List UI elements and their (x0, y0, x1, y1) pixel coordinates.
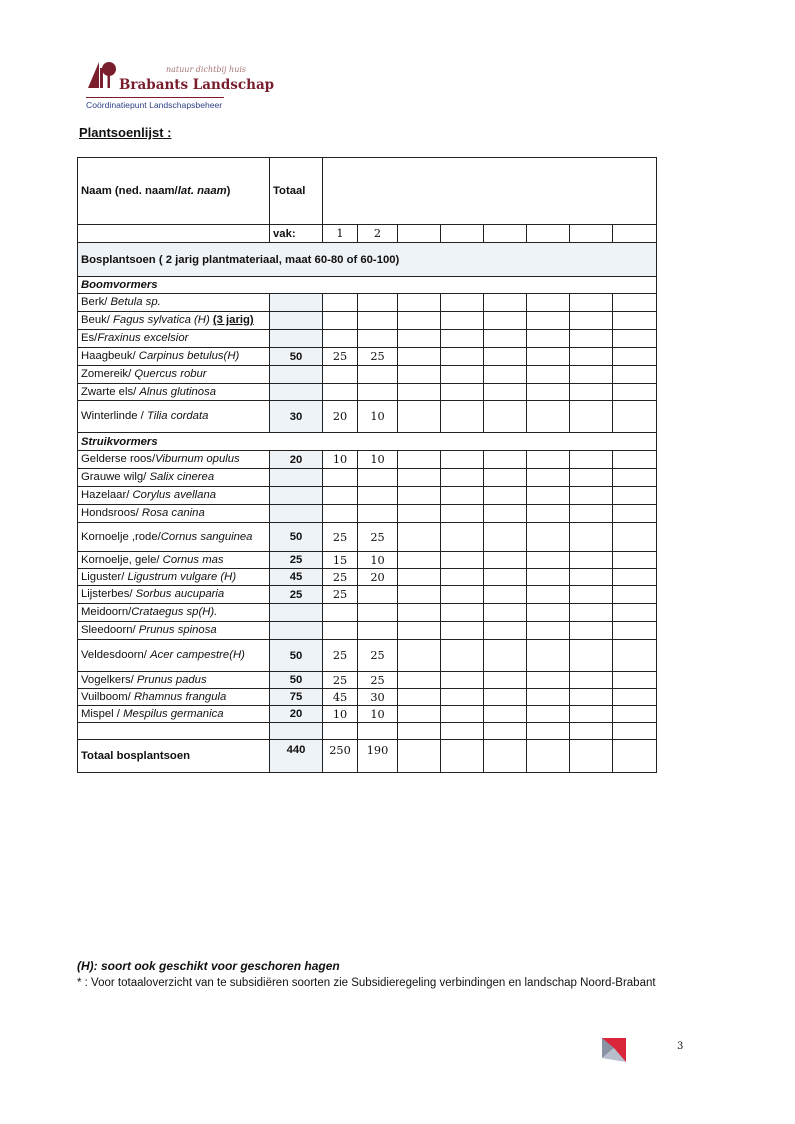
plant-total (270, 505, 323, 523)
empty-cell (484, 294, 527, 312)
vak-2-value: 25 (358, 672, 398, 689)
empty-cell (613, 523, 657, 552)
empty-cell (570, 706, 613, 723)
header-blank (323, 158, 657, 225)
plant-total (270, 622, 323, 640)
table-row (78, 672, 657, 689)
table-row (78, 294, 657, 312)
table-header-row (78, 158, 657, 225)
empty-cell (570, 672, 613, 689)
vak-1-value (323, 505, 358, 523)
vak-1-value: 15 (323, 552, 358, 569)
empty-cell (570, 523, 613, 552)
table-row (78, 604, 657, 622)
empty-cell (441, 348, 484, 366)
empty-cell (570, 552, 613, 569)
vak-number-2: 2 (358, 225, 398, 243)
empty-cell (527, 312, 570, 330)
plant-name: Grauwe wilg/ Salix cinerea (78, 469, 270, 487)
table-row (78, 586, 657, 604)
empty-cell (441, 330, 484, 348)
empty-cell (613, 469, 657, 487)
empty-cell (570, 294, 613, 312)
vak-2-value: 10 (358, 706, 398, 723)
empty-cell (527, 604, 570, 622)
vak-2-value (358, 384, 398, 401)
empty-cell (484, 366, 527, 384)
empty-cell (398, 401, 441, 433)
plant-total (270, 294, 323, 312)
page-number: 3 (677, 1041, 684, 1052)
vak-2-value: 25 (358, 640, 398, 672)
plant-total: 75 (270, 689, 323, 706)
table-row (78, 366, 657, 384)
plant-name: Es/Fraxinus excelsior (78, 330, 270, 348)
empty-cell (484, 312, 527, 330)
vak-2-value (358, 312, 398, 330)
vak-1-value (323, 469, 358, 487)
vak-1-value: 25 (323, 569, 358, 586)
empty-cell (570, 586, 613, 604)
vak-1-value (323, 622, 358, 640)
vak-label: vak: (270, 225, 323, 243)
empty-cell (527, 552, 570, 569)
empty-cell (441, 505, 484, 523)
footnote: * : Voor totaaloverzicht van te subsidiëren soorten zie Subsidieregeling verbindingen en landschap Noord-Brabant (77, 977, 656, 989)
vak-1-value: 25 (323, 672, 358, 689)
empty-cell (484, 487, 527, 505)
page-heading: Plantsoenlijst : (79, 125, 172, 140)
vak-1-value: 10 (323, 451, 358, 469)
plant-total: 50 (270, 640, 323, 672)
empty-cell (441, 312, 484, 330)
plant-name: Lijsterbes/ Sorbus aucuparia (78, 586, 270, 604)
empty-cell (484, 505, 527, 523)
empty-cell (358, 723, 398, 740)
vak-2-value: 10 (358, 401, 398, 433)
table-row (78, 348, 657, 366)
empty-cell (441, 451, 484, 469)
empty-cell (398, 706, 441, 723)
empty-cell (613, 740, 657, 773)
plant-total: 50 (270, 672, 323, 689)
empty-cell (441, 689, 484, 706)
plant-name: Winterlinde / Tilia cordata (78, 401, 270, 433)
empty-cell (484, 723, 527, 740)
vak-1-value: 25 (323, 348, 358, 366)
empty-cell (398, 348, 441, 366)
group-row-struikvormers (78, 433, 657, 451)
empty-cell (398, 723, 441, 740)
empty-cell (484, 740, 527, 773)
plant-list-table (77, 157, 657, 773)
plant-total: 45 (270, 569, 323, 586)
hedge-note: (H): soort ook geschikt voor geschoren hagen (77, 959, 340, 973)
empty-cell (570, 330, 613, 348)
plant-total (270, 487, 323, 505)
plant-name: Vogelkers/ Prunus padus (78, 672, 270, 689)
plant-total (270, 330, 323, 348)
empty-cell (398, 294, 441, 312)
table-row (78, 330, 657, 348)
empty-cell (527, 366, 570, 384)
empty-cell (613, 586, 657, 604)
empty-cell (613, 451, 657, 469)
vak-2-value (358, 505, 398, 523)
plant-name: Zwarte els/ Alnus glutinosa (78, 384, 270, 401)
empty-cell (398, 552, 441, 569)
empty-cell (570, 622, 613, 640)
table-row (78, 689, 657, 706)
vak-1-value: 25 (323, 640, 358, 672)
plant-name: Gelderse roos/Viburnum opulus (78, 451, 270, 469)
header-name: Naam (ned. naam/lat. naam) (78, 158, 270, 225)
empty-cell (398, 689, 441, 706)
plant-name: Kornoelje, gele/ Cornus mas (78, 552, 270, 569)
blank-row (78, 723, 657, 740)
empty-cell (570, 451, 613, 469)
empty-cell (570, 312, 613, 330)
empty-cell (441, 723, 484, 740)
brand-corner-mark (600, 1034, 628, 1062)
vak-2-value (358, 487, 398, 505)
plant-total (270, 366, 323, 384)
vak-2-value: 25 (358, 523, 398, 552)
empty-cell (398, 604, 441, 622)
plant-name: Mispel / Mespilus germanica (78, 706, 270, 723)
group-row-boomvormers (78, 277, 657, 294)
empty-cell (484, 604, 527, 622)
empty-cell (527, 451, 570, 469)
empty-cell (527, 689, 570, 706)
empty-cell (398, 330, 441, 348)
empty-cell (527, 294, 570, 312)
vak-1-value (323, 487, 358, 505)
empty-cell (613, 689, 657, 706)
empty-cell (527, 401, 570, 433)
vak-2-value (358, 604, 398, 622)
vak-1-value (323, 604, 358, 622)
table-row (78, 469, 657, 487)
empty-cell (570, 740, 613, 773)
vak-1-value (323, 366, 358, 384)
empty-cell (484, 552, 527, 569)
vak-2-value (358, 366, 398, 384)
vak-1-value (323, 294, 358, 312)
empty-cell (441, 469, 484, 487)
empty-cell (398, 451, 441, 469)
empty-cell (441, 401, 484, 433)
plant-name: Berk/ Betula sp. (78, 294, 270, 312)
group-title-struikvormers: Struikvormers (78, 433, 657, 451)
empty-cell (398, 640, 441, 672)
empty-cell (398, 672, 441, 689)
empty-cell (484, 401, 527, 433)
empty-cell (613, 505, 657, 523)
table-row (78, 487, 657, 505)
plant-total (270, 604, 323, 622)
empty-cell (613, 294, 657, 312)
empty-cell (441, 640, 484, 672)
empty-cell (527, 740, 570, 773)
plant-name: Beuk/ Fagus sylvatica (H) (3 jarig) (78, 312, 270, 330)
empty-cell (441, 706, 484, 723)
vak-1-value: 20 (323, 401, 358, 433)
plant-name: Kornoelje ,rode/Cornus sanguinea (78, 523, 270, 552)
empty-cell (613, 401, 657, 433)
table-row (78, 505, 657, 523)
empty-cell (78, 723, 270, 740)
empty-cell (527, 706, 570, 723)
empty-cell (441, 552, 484, 569)
empty-cell (441, 487, 484, 505)
plant-total: 25 (270, 552, 323, 569)
empty-cell (441, 586, 484, 604)
empty-cell (398, 487, 441, 505)
empty-cell (441, 740, 484, 773)
empty-cell (570, 348, 613, 366)
vak-1-value (323, 330, 358, 348)
table-row (78, 384, 657, 401)
vak-2-value: 25 (358, 348, 398, 366)
vak-2-value (358, 294, 398, 312)
empty-cell (398, 622, 441, 640)
plant-name: Hondsroos/ Rosa canina (78, 505, 270, 523)
empty-cell (398, 384, 441, 401)
empty-cell (527, 586, 570, 604)
vak-1-value (323, 384, 358, 401)
empty-cell (323, 723, 358, 740)
group-title-boomvormers: Boomvormers (78, 277, 657, 294)
plant-name: Haagbeuk/ Carpinus betulus(H) (78, 348, 270, 366)
empty-cell (613, 348, 657, 366)
empty-cell (613, 312, 657, 330)
empty-cell (398, 312, 441, 330)
vak-2-value: 10 (358, 451, 398, 469)
empty-cell (613, 706, 657, 723)
empty-cell (613, 604, 657, 622)
table-row (78, 622, 657, 640)
vak-2-value: 10 (358, 552, 398, 569)
empty-cell (613, 384, 657, 401)
empty-cell (570, 487, 613, 505)
vak-blank (78, 225, 270, 243)
empty-cell (527, 384, 570, 401)
empty-cell (441, 672, 484, 689)
vak-2-value (358, 586, 398, 604)
vak-2-value (358, 330, 398, 348)
empty-cell (527, 622, 570, 640)
empty-cell (570, 723, 613, 740)
empty-cell (484, 706, 527, 723)
empty-cell (484, 689, 527, 706)
empty-cell (484, 523, 527, 552)
section-row (78, 243, 657, 277)
empty-cell (398, 469, 441, 487)
vak-1-value: 25 (323, 586, 358, 604)
empty-cell (527, 569, 570, 586)
empty-cell (527, 672, 570, 689)
plant-total: 20 (270, 451, 323, 469)
empty-cell (527, 723, 570, 740)
header-total: Totaal (270, 158, 323, 225)
table-row (78, 312, 657, 330)
empty-cell (527, 487, 570, 505)
empty-cell (613, 330, 657, 348)
empty-cell (398, 523, 441, 552)
vak-2-value (358, 622, 398, 640)
plant-name: Sleedoorn/ Prunus spinosa (78, 622, 270, 640)
empty-cell (484, 451, 527, 469)
empty-cell (570, 384, 613, 401)
empty-cell (484, 672, 527, 689)
logo-divider (86, 97, 224, 98)
empty-cell (441, 366, 484, 384)
empty-cell (484, 469, 527, 487)
empty-cell (613, 672, 657, 689)
empty-cell (398, 569, 441, 586)
table-row (78, 706, 657, 723)
plant-name: Liguster/ Ligustrum vulgare (H) (78, 569, 270, 586)
empty-cell (613, 569, 657, 586)
empty-cell (613, 640, 657, 672)
empty-cell (527, 505, 570, 523)
empty-cell (570, 689, 613, 706)
plant-total: 30 (270, 401, 323, 433)
empty-cell (484, 569, 527, 586)
empty-cell (613, 552, 657, 569)
empty-cell (441, 294, 484, 312)
empty-cell (527, 640, 570, 672)
plant-total (270, 312, 323, 330)
empty-cell (527, 469, 570, 487)
empty-cell (570, 569, 613, 586)
vak-number-1: 1 (323, 225, 358, 243)
vak-1-value: 25 (323, 523, 358, 552)
empty-cell (484, 384, 527, 401)
vak-1-value (323, 312, 358, 330)
total-row (78, 740, 657, 773)
vak-1-value: 45 (323, 689, 358, 706)
empty-cell (484, 640, 527, 672)
total-vak-1: 250 (323, 740, 358, 773)
empty-cell (613, 622, 657, 640)
empty-cell (441, 523, 484, 552)
plant-name: Hazelaar/ Corylus avellana (78, 487, 270, 505)
empty-cell (270, 723, 323, 740)
table-row (78, 451, 657, 469)
plant-total: 25 (270, 586, 323, 604)
empty-cell (398, 740, 441, 773)
empty-cell (441, 604, 484, 622)
vak-2-value: 30 (358, 689, 398, 706)
empty-cell (398, 366, 441, 384)
empty-cell (570, 366, 613, 384)
plant-name: Veldesdoorn/ Acer campestre(H) (78, 640, 270, 672)
plant-name: Meidoorn/Crataegus sp(H). (78, 604, 270, 622)
empty-cell (570, 401, 613, 433)
empty-cell (484, 348, 527, 366)
vak-row (78, 225, 657, 243)
vak-2-value (358, 469, 398, 487)
plant-total: 50 (270, 523, 323, 552)
empty-cell (484, 622, 527, 640)
empty-cell (484, 330, 527, 348)
table-row (78, 640, 657, 672)
table-row (78, 552, 657, 569)
empty-cell (441, 622, 484, 640)
empty-cell (613, 723, 657, 740)
empty-cell (398, 586, 441, 604)
empty-cell (484, 586, 527, 604)
empty-cell (570, 604, 613, 622)
plant-name: Zomereik/ Quercus robur (78, 366, 270, 384)
empty-cell (527, 330, 570, 348)
empty-cell (613, 366, 657, 384)
empty-cell (441, 384, 484, 401)
empty-cell (570, 640, 613, 672)
plant-total (270, 384, 323, 401)
table-row (78, 401, 657, 433)
plant-total: 20 (270, 706, 323, 723)
empty-cell (398, 505, 441, 523)
plant-total (270, 469, 323, 487)
total-value: 440 (270, 740, 323, 773)
logo-subtitle: Coördinatiepunt Landschapsbeheer (86, 100, 223, 110)
section-title: Bosplantsoen ( 2 jarig plantmateriaal, maat 60-80 of 60-100) (78, 243, 657, 277)
empty-cell (527, 348, 570, 366)
empty-cell (570, 469, 613, 487)
empty-cell (613, 487, 657, 505)
vak-2-value: 20 (358, 569, 398, 586)
plant-name: Vuilboom/ Rhamnus frangula (78, 689, 270, 706)
logo-tagline: natuur dichtbij huis (166, 65, 247, 74)
empty-cell (441, 569, 484, 586)
total-vak-2: 190 (358, 740, 398, 773)
total-label: Totaal bosplantsoen (78, 740, 270, 773)
logo-name: Brabants Landschap (119, 77, 275, 93)
table-row (78, 523, 657, 552)
empty-cell (570, 505, 613, 523)
vak-1-value: 10 (323, 706, 358, 723)
plant-total: 50 (270, 348, 323, 366)
table-row (78, 569, 657, 586)
empty-cell (527, 523, 570, 552)
